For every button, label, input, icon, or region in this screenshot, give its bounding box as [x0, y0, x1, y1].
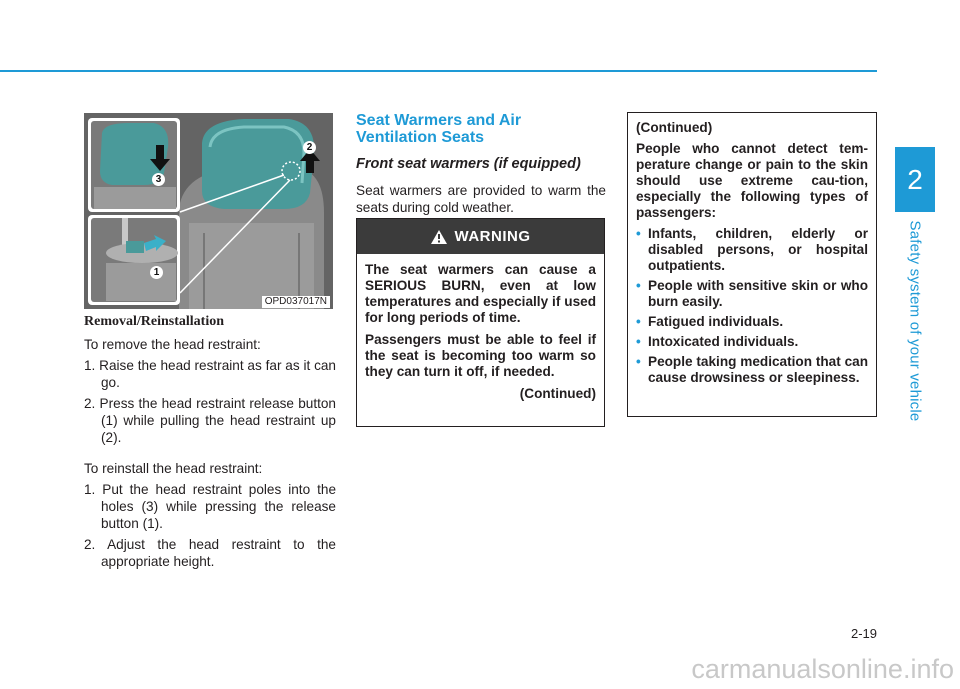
- bullet-text: Infants, children, elderly or disabled persons, or hospital outpatients.: [648, 226, 868, 273]
- callout-1: 1: [150, 266, 163, 279]
- middle-column: [356, 112, 606, 220]
- section-heading: Seat Warmers and Air Ventilation Seats: [356, 112, 522, 146]
- warning-paragraph: Passengers must be able to feel if the seat is becoming too warm so they can turn it off, if needed.: [365, 332, 596, 379]
- bullet-icon: •: [636, 226, 641, 241]
- warning-body: [357, 254, 604, 402]
- bullet-icon: •: [636, 354, 641, 369]
- section-subheading: Front seat warmers (if equipped): [356, 156, 581, 172]
- bullet-icon: •: [636, 334, 641, 349]
- head-restraint-illustration: [84, 113, 333, 309]
- bullet-icon: •: [636, 278, 641, 293]
- continued-header: (Continued): [636, 120, 713, 135]
- removal-subheading: Removal/Reinstallation: [84, 314, 224, 329]
- bullet-text: Intoxicated individuals.: [648, 334, 799, 349]
- chapter-title-text: Safety system of your vehicle: [906, 220, 924, 422]
- list-item: 1. Put the head restraint poles into the holes (3) while pressing the release button (1).: [84, 482, 336, 531]
- list-item: 1. Raise the head restraint as far as it can go.: [84, 358, 336, 390]
- watermark[interactable]: carmanualsonline.info: [691, 654, 954, 684]
- figure-code: OPD037017N: [262, 296, 330, 308]
- warning-header: [357, 219, 604, 254]
- head-restraint-drawing: [84, 113, 333, 309]
- reinstall-intro: To reinstall the head restraint:: [84, 461, 263, 476]
- chapter-number-tab: 2: [895, 147, 935, 212]
- warning-box: [356, 218, 605, 427]
- remove-intro: To remove the head restraint:: [84, 337, 261, 352]
- warning-triangle-icon: [431, 230, 447, 244]
- callout-3: 3: [152, 173, 165, 186]
- passenger-bullets: [636, 226, 868, 386]
- list-item: [636, 334, 868, 350]
- continued-warning-box: [627, 112, 877, 417]
- bullet-text: People taking medication that can cause drowsiness or sleepiness.: [648, 354, 868, 385]
- list-item: [636, 314, 868, 330]
- bullet-text: Fatigued individuals.: [648, 314, 784, 329]
- callout-2: 2: [303, 141, 316, 154]
- warning-continued: (Continued): [519, 386, 596, 401]
- list-item: [636, 278, 868, 310]
- left-column: [84, 314, 336, 584]
- list-item: 2. Adjust the head restraint to the appropriate height.: [84, 537, 336, 569]
- page-number: 2-19: [850, 626, 877, 641]
- bullet-icon: •: [636, 314, 641, 329]
- continued-intro: People who cannot detect tem-perature change or pain to the skin should use extreme cau-tion, especially the following types of passengers:: [636, 141, 868, 220]
- warning-label: WARNING: [454, 228, 531, 245]
- top-rule: [0, 70, 877, 72]
- section-body: Seat warmers are provided to warm the seats during cold weather.: [356, 183, 606, 215]
- warning-paragraph: The seat warmers can cause a SERIOUS BURN, even at low temperatures and especially if used for long periods of time.: [365, 262, 596, 325]
- list-item: 2. Press the head restraint release button (1) while pulling the head restraint up (2).: [84, 396, 336, 445]
- chapter-title-vertical: [895, 220, 935, 422]
- list-item: [636, 226, 868, 274]
- reinstall-steps: [84, 481, 336, 570]
- list-item: [636, 354, 868, 386]
- remove-steps: [84, 357, 336, 446]
- bullet-text: People with sensitive skin or who burn easily.: [648, 278, 868, 309]
